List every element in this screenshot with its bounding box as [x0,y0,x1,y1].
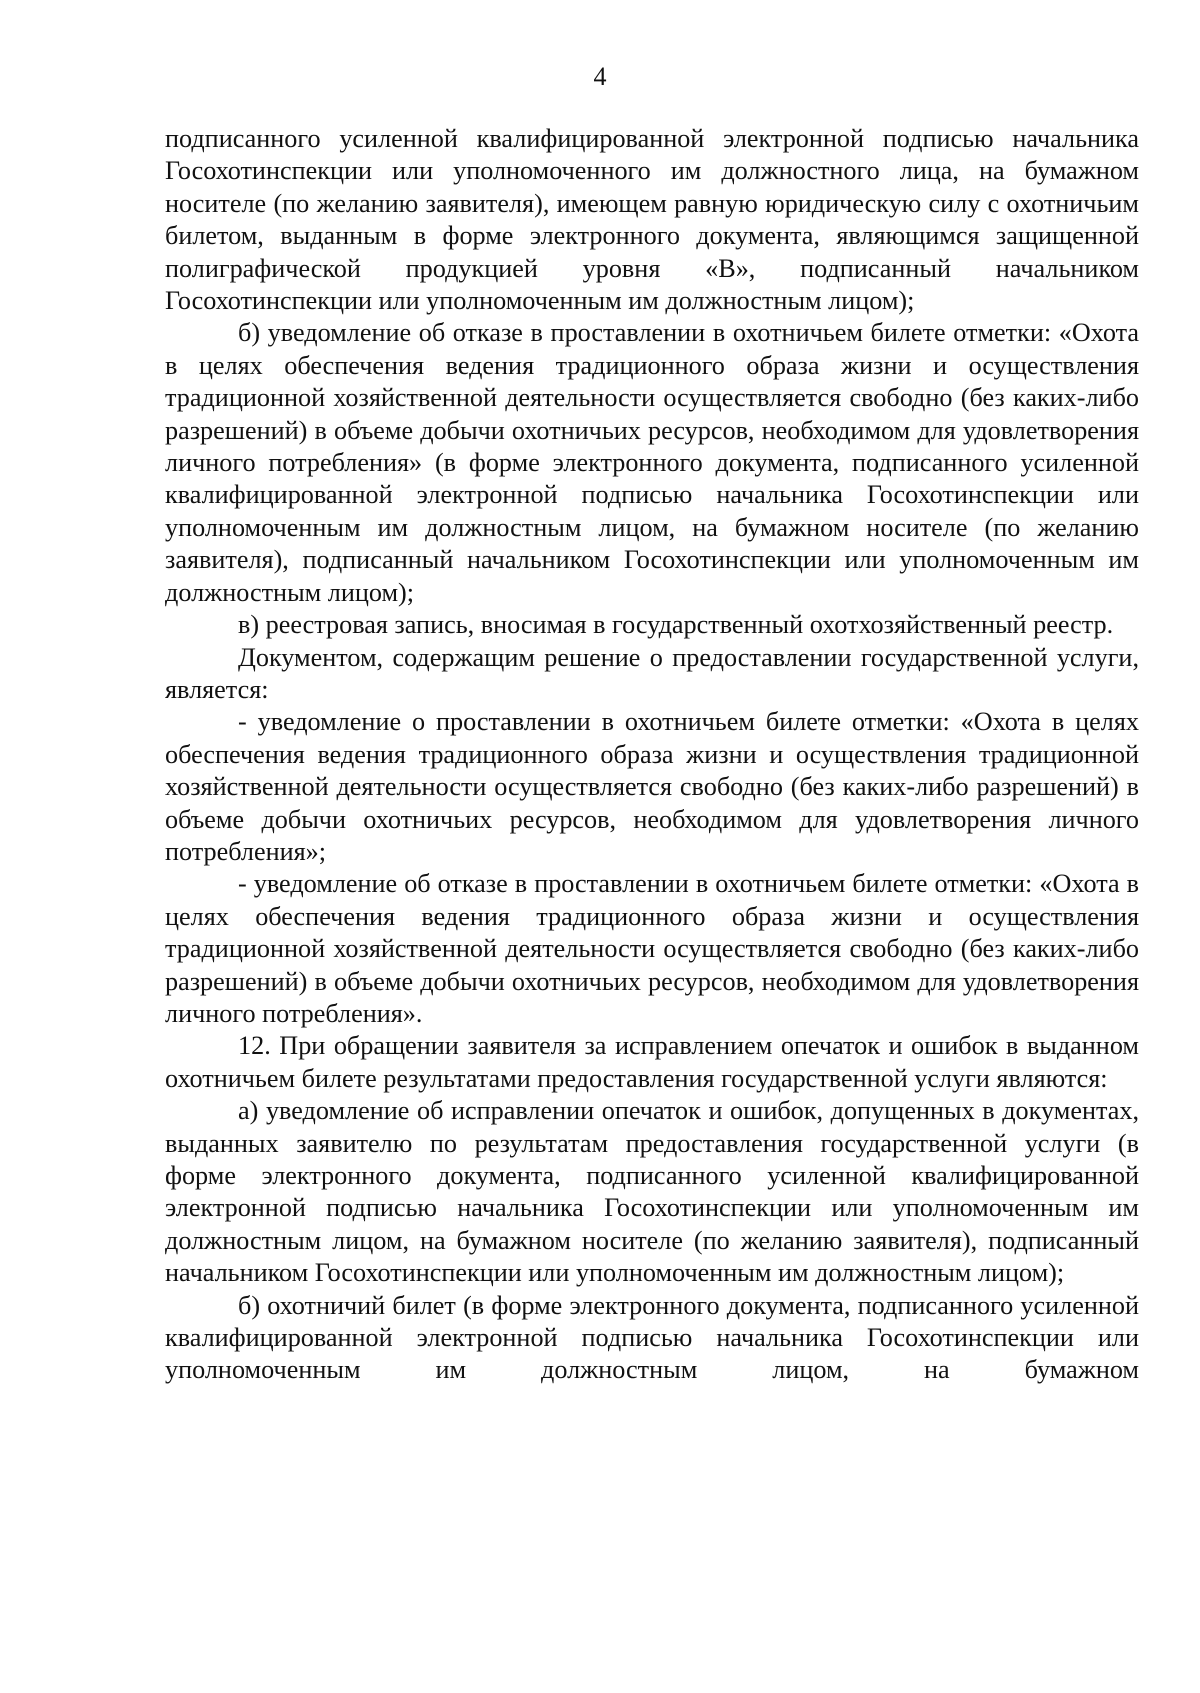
paragraph-section-12: 12. При обращении заявителя за исправлением опечаток и ошибок в выданном охотничьем билете результатами предоставления государственной услуги являются: [165,1031,1139,1093]
paragraph-dash-item-1: - уведомление о проставлении в охотничьем билете отметки: «Охота в целях обеспечения ведения традиционного образа жизни и осуществления традиционной хозяйственной деятельности осуществляется свободно (без каких-либо разрешений) в объеме добычи охотничьих ресурсов, необходимом для удовлетворения личного потребления»; [165,707,1139,866]
paragraph-item-b: б) уведомление об отказе в проставлении в охотничьем билете отметки: «Охота в целях обеспечения ведения традиционного образа жизни и осуществления традиционной хозяйственной деятельности осуществляется свободно (без каких-либо разрешений) в объеме добычи охотничьих ресурсов, необходимом для удовлетворения личного потребления» (в форме электронного документа, подписанного усиленной квалифицированной электронной подписью начальника Госохотинспекции или уполномоченным им должностным лицом, на бумажном носителе (по желанию заявителя), подписанный начальником Госохотинспекции или уполномоченным им должностным лицом); [165,318,1139,607]
paragraph-decision-document: Документом, содержащим решение о предоставлении государственной услуги, является: [165,642,1139,704]
document-body [165,123,1139,1387]
paragraph-item-b-ticket: б) охотничий билет (в форме электронного документа, подписанного усиленной квалифицированной электронной подписью начальника Госохотинспекции или уполномоченным им должностным лицом, на бумажном [165,1290,1139,1385]
paragraph-item-v: в) реестровая запись, вносимая в государственный охотхозяйственный реестр. [238,610,1114,640]
paragraph-dash-item-2: - уведомление об отказе в проставлении в охотничьем билете отметки: «Охота в целях обеспечения ведения традиционного образа жизни и осуществления традиционной хозяйственной деятельности осуществляется свободно (без каких-либо разрешений) в объеме добычи охотничьих ресурсов, необходимом для удовлетворения личного потребления». [165,869,1139,1028]
page-number: 4 [593,62,607,91]
paragraph-item-a: а) уведомление об исправлении опечаток и ошибок, допущенных в документах, выданных заявителю по результатам предоставления государственной услуги (в форме электронного документа, подписанного усиленной квалифицированной электронной подписью начальника Госохотинспекции или уполномоченным им должностным лицом, на бумажном носителе (по желанию заявителя), подписанный начальником Госохотинспекции или уполномоченным им должностным лицом); [165,1096,1139,1288]
paragraph-continuation: подписанного усиленной квалифицированной электронной подписью начальника Госохотинспекции или уполномоченного им должностного лица, на бумажном носителе (по желанию заявителя), имеющем равную юридическую силу с охотничьим билетом, выданным в форме электронного документа, являющимся защищенной полиграфической продукцией уровня «В», подписанный начальником Госохотинспекции или уполномоченным им должностным лицом); [165,124,1139,316]
